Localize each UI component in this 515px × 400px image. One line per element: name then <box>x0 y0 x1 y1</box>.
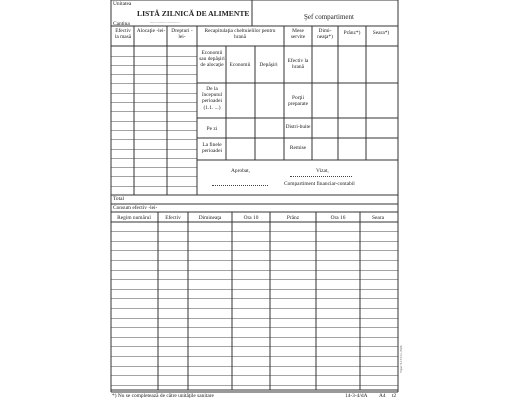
bt-header-efectiv: Efectiv <box>165 215 181 221</box>
col-dimineata: Dimi-neaţa*) <box>317 28 333 41</box>
form-title: LISTĂ ZILNICĂ DE ALIMENTE <box>137 9 250 18</box>
col-mese-servite: Mese servite <box>290 28 306 41</box>
col-efectiv-masa: Efectiv la masă <box>114 28 132 41</box>
consum-efectiv-label: Consum efectiv -lei- <box>113 205 158 211</box>
row-economii: Economii <box>229 62 251 68</box>
row-economii-depasiri: Economii sau depăşiri de alocaţie <box>199 50 225 69</box>
row-remise: Remise <box>289 145 307 151</box>
row-de-la-inceputul: De la începutul perioadei (1.1. ...) <box>201 86 223 111</box>
bt-header-ora10: Ora 10 <box>243 215 259 221</box>
vizat-label: Vizat, <box>316 168 329 174</box>
bt-header-pranz: Prânz <box>286 215 300 221</box>
row-efectiv-la-hrana: Efectiv la hrană <box>287 58 309 71</box>
sef-compartiment-label: Şef compartiment <box>304 13 354 21</box>
col-recapitulatia: Recapitulaţia cheltuielilor pentru hrană <box>204 28 276 41</box>
row-portii-preparate: Porţii preparate <box>287 95 309 108</box>
bt-header-regim: Regim numărul <box>117 215 151 221</box>
vizat-signature-line <box>290 176 352 177</box>
col-seara: Seara*) <box>372 30 390 36</box>
col-drepturi: Drepturi -lei- <box>171 28 193 41</box>
printer-side-text: Tipar: S.I.T.D.I.-BUC <box>399 345 403 373</box>
row-pe-zi: Pe zi <box>206 126 218 132</box>
bt-header-seara: Seara <box>372 215 384 221</box>
col-pranz: Prânz*) <box>343 30 361 36</box>
row-distribuite: Distri-buite <box>285 124 311 130</box>
footer-note: *) Nu se completează de către unităţile sanitare <box>112 393 214 399</box>
cantina-label: Cantina <box>113 21 130 27</box>
bt-header-ora16: Ora 16 <box>330 215 346 221</box>
total-label: Total <box>113 196 124 202</box>
unit-label: Unitatea <box>113 1 132 7</box>
aprobat-label: Aprobat, <box>231 168 251 174</box>
footer-format: A4 <box>379 393 386 399</box>
footer-page: t2 <box>392 393 397 399</box>
row-la-finele: La finele perioadei <box>201 142 223 155</box>
row-depasiri: Depăşiri <box>259 62 278 68</box>
date-line: ........................... <box>150 19 180 24</box>
footer-code: 14-3-4/dA <box>345 393 368 399</box>
bt-header-dimineata: Dimineaţa <box>198 215 222 221</box>
compartiment-label: Compartiment financiar-contabil <box>284 181 355 187</box>
aprobat-signature-line <box>212 185 268 186</box>
col-alocatie: Alocaţie -lei- <box>136 28 166 34</box>
